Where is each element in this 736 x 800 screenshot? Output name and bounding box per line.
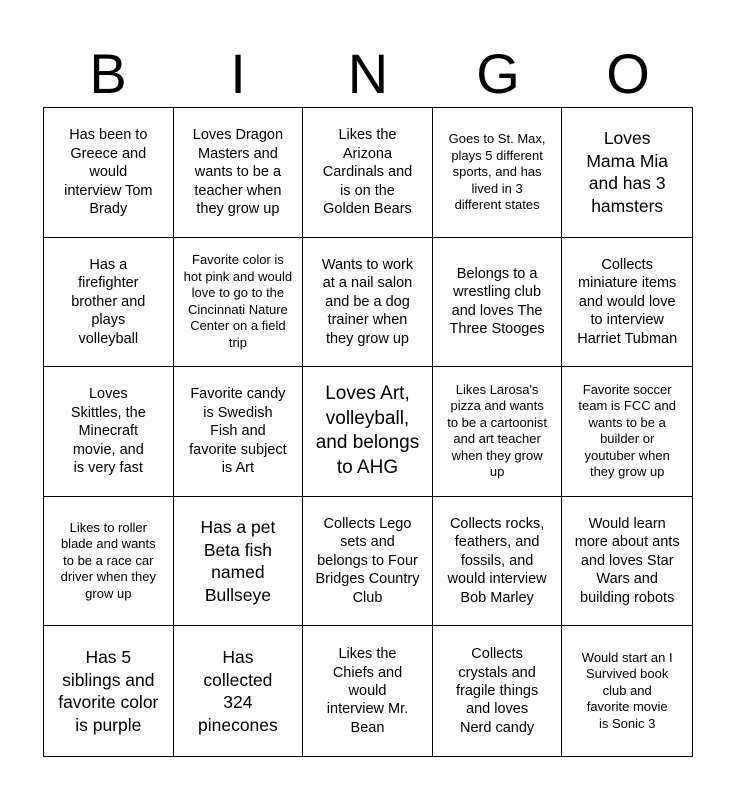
bingo-grid [43, 107, 693, 757]
header-letter-g: G [476, 42, 520, 105]
bingo-cell-r4c1[interactable] [44, 497, 174, 627]
cell-text: Loves Skittles, the Minecraft movie, and is very fast [70, 386, 146, 477]
cell-text: Has 5 siblings and favorite color is purple [58, 647, 159, 735]
bingo-cell-r5c4[interactable] [433, 626, 563, 756]
bingo-cell-r2c2[interactable] [174, 238, 304, 368]
bingo-cell-r5c2[interactable] [174, 626, 304, 756]
bingo-cell-r3c3[interactable] [303, 367, 433, 497]
header-letter-i: I [230, 42, 246, 105]
cell-text: Collects Lego sets and belongs to Four Bridges Country Club [315, 516, 420, 606]
cell-text: Likes the Arizona Cardinals and is on the Golden Bears [322, 127, 413, 217]
bingo-header [43, 40, 693, 108]
cell-text: Favorite color is hot pink and would love to go to the Cincinnati Nature Center on a field trip [183, 252, 293, 350]
cell-text: Favorite candy is Swedish Fish and favorite subject is Art [189, 386, 287, 477]
bingo-cell-r4c2[interactable] [174, 497, 304, 627]
bingo-cell-r5c3[interactable] [303, 626, 433, 756]
cell-text: Loves Art, volleyball, and belongs to AHG [315, 383, 420, 478]
bingo-cell-r2c3[interactable] [303, 238, 433, 368]
bingo-cell-r2c5[interactable] [562, 238, 692, 368]
cell-text: Belongs to a wrestling club and loves The Three Stooges [449, 266, 545, 338]
bingo-cell-r2c1[interactable] [44, 238, 174, 368]
bingo-cell-r4c4[interactable] [433, 497, 563, 627]
bingo-cell-r2c4[interactable] [433, 238, 563, 368]
bingo-cell-r1c3[interactable] [303, 108, 433, 238]
bingo-cell-r1c4[interactable] [433, 108, 563, 238]
bingo-cell-r4c3[interactable] [303, 497, 433, 627]
cell-text: Favorite soccer team is FCC and wants to be a builder or youtuber when they grow up [578, 381, 676, 480]
header-letter-o: O [606, 42, 650, 105]
cell-text: Collects rocks, feathers, and fossils, and would interview Bob Marley [447, 516, 547, 606]
cell-text: Likes the Chiefs and would interview Mr. Bean [326, 646, 409, 736]
cell-text: Loves Dragon Masters and wants to be a teacher when they grow up [192, 127, 284, 217]
cell-text: Wants to work at a nail salon and be a dog trainer when they grow up [321, 256, 414, 347]
bingo-cell-r1c1[interactable] [44, 108, 174, 238]
bingo-cell-r4c5[interactable] [562, 497, 692, 627]
cell-text: Goes to St. Max, plays 5 different sports, and has lived in 3 different states [448, 131, 546, 213]
cell-text: Would start an I Survived book club and favorite movie is Sonic 3 [581, 649, 673, 731]
cell-text: Would learn more about ants and loves Star Wars and building robots [574, 516, 680, 606]
cell-text: Has a pet Beta fish named Bullseye [200, 517, 276, 605]
cell-text: Has collected 324 pinecones [197, 647, 278, 735]
bingo-cell-r1c2[interactable] [174, 108, 304, 238]
cell-text: Collects crystals and fragile things and loves Nerd candy [455, 646, 539, 736]
cell-text: Likes Larosa's pizza and wants to be a cartoonist and art teacher when they grow up [447, 381, 547, 480]
bingo-cell-r5c5[interactable] [562, 626, 692, 756]
bingo-cell-r1c5[interactable] [562, 108, 692, 238]
bingo-cell-r3c2[interactable] [174, 367, 304, 497]
bingo-cell-r3c4[interactable] [433, 367, 563, 497]
cell-text: Likes to roller blade and wants to be a race car driver when they grow up [60, 519, 156, 601]
bingo-cell-r3c5[interactable] [562, 367, 692, 497]
cell-text: Loves Mama Mia and has 3 hamsters [586, 128, 669, 216]
cell-text: Has been to Greece and would interview Tom Brady [64, 127, 153, 217]
cell-text: Has a firefighter brother and plays volleyball [71, 256, 146, 347]
bingo-cell-r3c1[interactable] [44, 367, 174, 497]
header-letter-n: N [347, 42, 389, 105]
bingo-cell-r5c1[interactable] [44, 626, 174, 756]
header-letter-b: B [89, 42, 127, 105]
cell-text: Collects miniature items and would love to interview Harriet Tubman [577, 256, 678, 347]
